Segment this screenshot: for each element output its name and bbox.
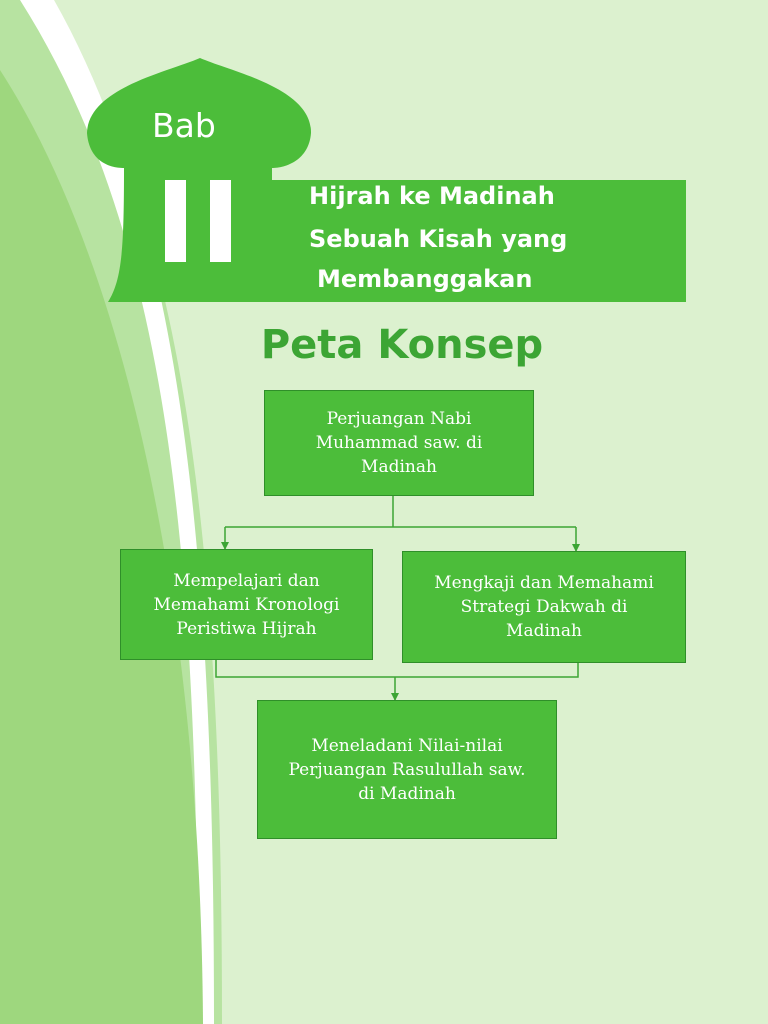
concept-map-heading: Peta Konsep bbox=[260, 322, 544, 368]
concept-node-left-text: Mempelajari dan Memahami Kronologi Peristiwa Hijrah bbox=[153, 570, 340, 639]
concept-node-root-text: Perjuangan Nabi Muhammad saw. di Madinah bbox=[315, 409, 483, 477]
concept-node-bottom-text: Meneladani Nilai-nilai Perjuangan Rasulullah saw. di Madinah bbox=[288, 735, 526, 804]
concept-node-right-text: Mengkaji dan Memahami Strategi Dakwah di Madinah bbox=[434, 573, 654, 641]
chapter-title-line-1: Hijrah ke Madinah bbox=[309, 182, 555, 210]
concept-node-bottom bbox=[257, 700, 557, 839]
chapter-title-line-3: Membanggakan bbox=[317, 265, 533, 293]
concept-node-root bbox=[264, 390, 534, 496]
concept-node-right bbox=[402, 551, 686, 663]
chapter-label: Bab bbox=[152, 106, 216, 145]
chapter-title-line-2: Sebuah Kisah yang bbox=[309, 225, 568, 253]
concept-node-left bbox=[120, 549, 373, 660]
